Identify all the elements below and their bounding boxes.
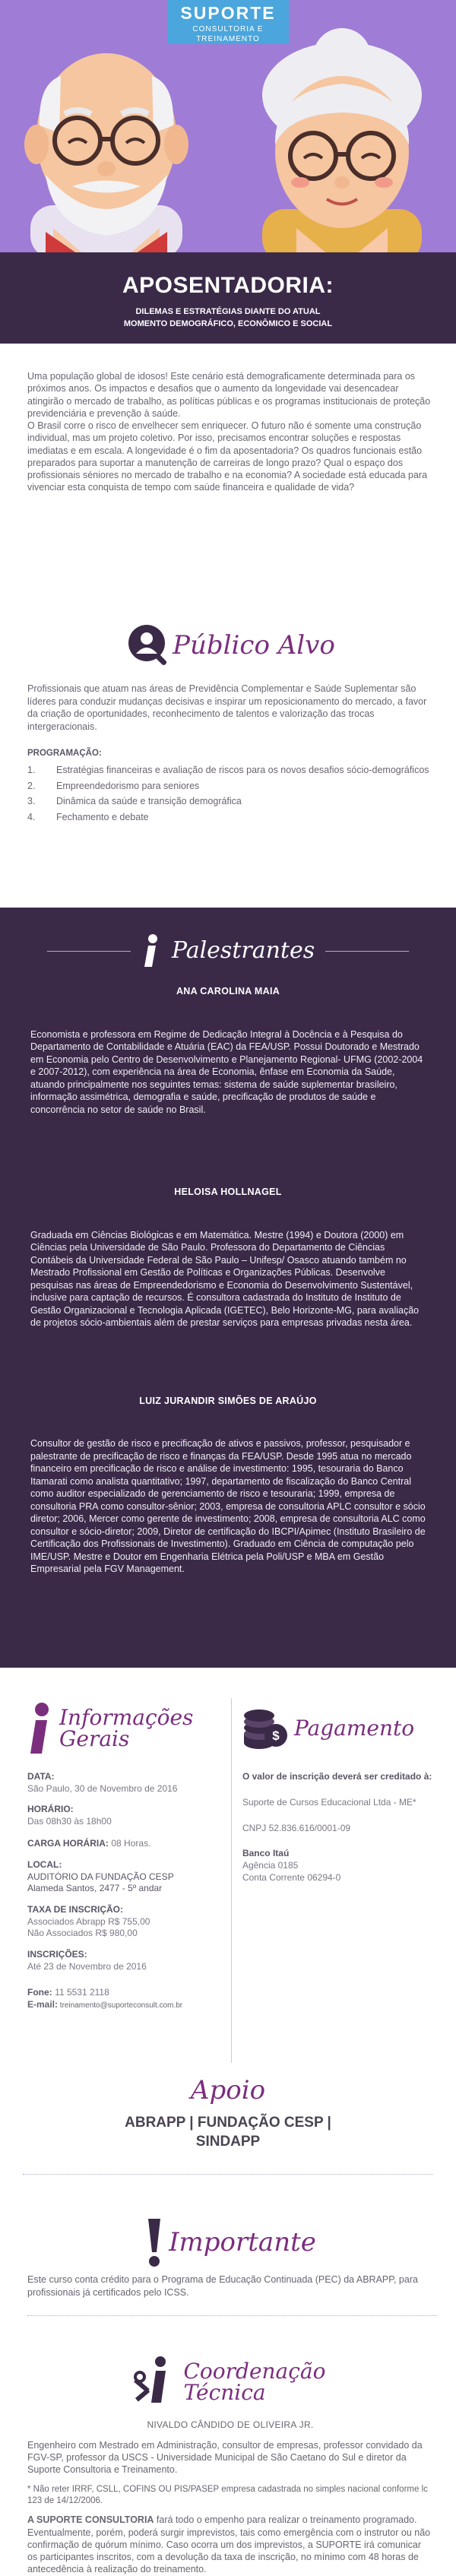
grandfather-illustration bbox=[24, 53, 188, 274]
palestrantes-section bbox=[0, 908, 456, 1668]
company-strong: A SUPORTE CONSULTORIA bbox=[27, 2514, 154, 2526]
importante-header bbox=[27, 2211, 433, 2273]
coordenacao-title: Coordenação bbox=[183, 2359, 326, 2384]
exclamation-icon bbox=[144, 2217, 164, 2267]
info-data bbox=[27, 1771, 222, 1795]
brand-logo bbox=[167, 0, 289, 44]
intro-paragraph-1: Uma população global de idosos! Este cenário está demograficamente determinada para os próximos anos. Os impactos e desafios que o aumento da longevidade vai desencadear atingirão o mercado de trabalho, as políticas públicas e os programas institucionais de proteção previdenciária e prevenção à saúde. bbox=[27, 371, 431, 419]
bank-name: Banco Itaú bbox=[242, 1848, 290, 1859]
apoio-section bbox=[0, 2063, 456, 2211]
payment-company bbox=[242, 1797, 433, 1809]
info-taxa bbox=[27, 1904, 222, 1940]
info-value: Das 08h30 às 18h00 bbox=[27, 1816, 112, 1827]
company-name: Suporte de Cursos Educacional Ltda - ME* bbox=[242, 1796, 416, 1808]
palestrantes-header bbox=[30, 933, 426, 968]
info-label: HORÁRIO: bbox=[27, 1804, 74, 1815]
coordenacao-section bbox=[0, 2340, 456, 2576]
programacao-item-text: Empreendedorismo para seniores bbox=[56, 780, 200, 791]
speaker-card bbox=[30, 1186, 426, 1329]
info-payment-section bbox=[0, 1668, 456, 2063]
hero-banner bbox=[0, 0, 456, 344]
coins-icon bbox=[242, 1705, 288, 1752]
section-divider bbox=[27, 2315, 438, 2316]
info-value: Não Associados R$ 980,00 bbox=[27, 1928, 138, 1939]
page-title: APOSENTADORIA: bbox=[122, 273, 334, 298]
speaker-bio: Graduada em Ciências Biológicas e em Matemática. Mestre (1994) e Doutora (2000) em Ciências pela Universidade de São Paulo. Professora do Departamento de Ciências Contábeis da Universidade Federal de São Paulo – Unifesp/ Osasco atuando também no Mestrado Profissional em Gestão de Políticas e Organizações Públicas. Desenvolve pesquisas nas áreas de Empreendedorismo e Economia do Desenvolvimento Sustentável, inclusive para captação de recursos. É consultora cadastrada do Instituto de Instituto de Gestão Organizacional e Tecnologia Aplicada (IGETEC), Belo Horizonte-MG, para avaliação de projetos sócio-ambientais além de prestar serviços para empresas privadas nesta área. bbox=[30, 1229, 420, 1328]
palestrantes-title: Palestrantes bbox=[171, 937, 315, 965]
info-label: DATA: bbox=[27, 1771, 55, 1782]
programacao-label: PROGRAMAÇÃO: bbox=[27, 749, 102, 758]
pagamento-header bbox=[242, 1698, 433, 1759]
email-label: E-mail: bbox=[27, 1998, 59, 2010]
info-value: 08 Horas. bbox=[111, 1837, 151, 1849]
cancellation-policy bbox=[27, 2514, 433, 2575]
payment-cnpj bbox=[242, 1823, 433, 1835]
coordinator-bio: Engenheiro com Mestrado em Administração, consultor de empresas, professor convidado da FGV-SP, professor da USCS - Universidade Municipal de São Caetano do Sul e diretor da Suporte Consultoria e Treinamento. bbox=[27, 2439, 423, 2476]
apoio-line-1: ABRAPP | FUNDAÇÃO CESP | bbox=[125, 2114, 331, 2131]
bank-agency: Agência 0185 bbox=[242, 1860, 299, 1871]
payment-bank bbox=[242, 1848, 433, 1884]
page-subtitle: DILEMAS E ESTRATÉGIAS DIANTE DO ATUAL MOMENTO DEMOGRÁFICO, ECONÔMICO E SOCIAL bbox=[123, 306, 333, 329]
publico-alvo-section bbox=[0, 611, 456, 908]
apoio-title: Apoio bbox=[190, 2075, 266, 2105]
pagamento-title: Pagamento bbox=[293, 1716, 415, 1741]
info-value: São Paulo, 30 de Novembro de 2016 bbox=[27, 1782, 178, 1794]
programacao-item bbox=[27, 795, 433, 808]
publico-alvo-header bbox=[27, 611, 433, 680]
informacoes-gerais-column bbox=[27, 1698, 222, 2063]
tax-note: * Não reter IRRF, CSLL, COFINS OU PIS/PASEP empresa cadastrada no simples nacional conforme lc 123 de 14/12/2006. bbox=[27, 2484, 428, 2505]
tools-icon bbox=[135, 2356, 178, 2409]
pagamento-column bbox=[231, 1698, 433, 2063]
info-value: Associados Abrapp R$ 755,00 bbox=[27, 1915, 150, 1927]
info-carga-horaria bbox=[27, 1837, 222, 1850]
cnpj-value: CNPJ 52.836.616/0001-09 bbox=[242, 1822, 351, 1833]
apoio-line-2: SINDAPP bbox=[195, 2133, 261, 2150]
phone-value[interactable]: 11 5531 2118 bbox=[55, 1987, 109, 1998]
info-local bbox=[27, 1859, 222, 1895]
speaker-name: ANA CAROLINA MAIA bbox=[176, 986, 280, 996]
grandmother-illustration bbox=[262, 28, 422, 266]
divider-line bbox=[325, 951, 409, 952]
informacoes-header bbox=[27, 1698, 222, 1759]
publico-alvo-text: Profissionais que atuam nas áreas de Previdência Complementar e Saúde Suplementar são líderes para conduzir mudanças decisivas e inspirar um reposicionamento do mercado, a favor da criação de oportunidades, reconhecimento de talentos e valorização das trocas intergeracionais. bbox=[27, 683, 427, 732]
coordenacao-title-line2: Técnica bbox=[183, 2380, 266, 2405]
publico-alvo-title: Público Alvo bbox=[173, 629, 335, 661]
divider-line bbox=[47, 951, 131, 952]
bank-account: Conta Corrente 06294-0 bbox=[242, 1872, 341, 1884]
info-horario bbox=[27, 1804, 222, 1827]
programacao-item-number: 2. bbox=[27, 780, 36, 791]
info-value: AUDITÓRIO DA FUNDAÇÃO CESP bbox=[27, 1871, 174, 1882]
phone-label: Fone: bbox=[27, 1987, 52, 1998]
informacoes-title: Informações bbox=[59, 1705, 194, 1730]
programacao-item-number: 1. bbox=[27, 765, 36, 776]
coordenacao-header bbox=[27, 2340, 433, 2424]
programacao-item bbox=[27, 780, 433, 793]
apoio-names bbox=[0, 2114, 456, 2151]
title-band bbox=[0, 252, 456, 344]
importante-section bbox=[0, 2211, 456, 2325]
payment-label: O valor de inscrição deverá ser creditado à: bbox=[242, 1771, 432, 1782]
importante-text: Este curso conta crédito para o Programa de Educação Continuada (PEC) da ABRAPP, para profissionais já certificados pelo ICSS. bbox=[27, 2274, 418, 2298]
brand-tagline: CONSULTORIA E TREINAMENTO bbox=[192, 25, 264, 44]
cancellation-text: fará todo o empenho para realizar o treinamento programado. Eventualmente, porém, poderá surgir imprevistos, tais como emergência com o instrutor ou não confirmação de quórum mínimo. Caso ocorra um dos imprevistos, a SUPORTE irá comunicar os participantes inscritos, com a devolução da taxa de inscrição, no mínimo com 48 horas de antecedência à realização do treinamento. bbox=[27, 2514, 431, 2575]
info-label: INSCRIÇÕES: bbox=[27, 1948, 87, 1960]
payment-instructions bbox=[242, 1771, 433, 1783]
intro-section bbox=[0, 344, 456, 611]
info-label: LOCAL: bbox=[27, 1858, 62, 1870]
speaker-card bbox=[30, 985, 426, 1116]
info-i-icon bbox=[27, 1702, 53, 1755]
speaker-card bbox=[30, 1395, 426, 1576]
info-value: Alameda Santos, 2477 - 5º andar bbox=[27, 1883, 163, 1894]
programacao-item-text: Dinâmica da saúde e transição demográfica bbox=[56, 796, 242, 807]
coordinator-name: NIVALDO CÂNDIDO DE OLIVEIRA JR. bbox=[147, 2419, 314, 2430]
programacao-item-number: 3. bbox=[27, 796, 36, 807]
programacao-item-text: Fechamento e debate bbox=[56, 811, 149, 822]
intro-paragraph-2: O Brasil corre o risco de envelhecer sem enriquecer. O futuro não é somente uma construção individual, mas um projeto coletivo. Por isso, precisamos encontrar soluções e respostas imediatas e em escala. A longevidade é o fim da aposentadoria? Os quadros funcionais estão preparados para suportar a manutenção de carreiras de longo prazo? Qual o espaço dos profissionais séniores no mercado de trabalho e na economia? A sociedade está educada para vivenciar esta conquista de tempo com saúde financeira e qualidade de vida? bbox=[27, 420, 428, 493]
programacao-item-number: 4. bbox=[27, 811, 36, 822]
brand-name: SUPORTE bbox=[180, 3, 276, 23]
speaker-i-icon bbox=[141, 933, 161, 968]
info-label: CARGA HORÁRIA: bbox=[27, 1837, 109, 1849]
info-label: TAXA DE INSCRIÇÃO: bbox=[27, 1903, 123, 1915]
programacao-item-text: Estratégias financeiras e avaliação de riscos para os novos desafios sócio-demográficos bbox=[56, 765, 429, 776]
info-inscricoes bbox=[27, 1949, 222, 1972]
info-contact bbox=[27, 1986, 222, 2011]
svg-text:$: $ bbox=[272, 1728, 280, 1743]
speaker-name: LUIZ JURANDIR SIMÕES DE ARAÚJO bbox=[139, 1395, 317, 1406]
speaker-bio: Consultor de gestão de risco e precificação de ativos e passivos, professor, pesquisador e palestrante de precificação de risco e finanças da FEA/USP. Desde 1995 atua no mercado financeiro em precificação de risco e análise de investimento: 1995, tesouraria do Banco Itamarati como analista quantitativo; 1997, departamento de fiscalização do Banco Central como auditor especializado de gerenciamento de risco e tesouraria; 1999, empresa de consultoria PRA como consultor-sênior; 2003, empresa de consultoria APLC consultor e sócio diretor; 2006, Mercer como gerente de investimento; 2008, empresa de consultoria ALC como consultor e sócio-diretor; 2009, Diretor de certificação do IBCPI/Apimec (Instituto Brasileiro de Certificação dos Profissionais de Investimento). Graduado em Ciência de computação pelo IME/USP. Mestre e Doutor em Engenharia Elétrica pela Poli/USP e MBA em Gestão Empresarial pela FGV Management. bbox=[30, 1438, 426, 1574]
informacoes-title-line2: Gerais bbox=[59, 1726, 130, 1751]
speaker-bio: Economista e professora em Regime de Dedicação Integral à Docência e à Pesquisa do Departamento de Contabilidade e Atuária (EAC) da FEA/USP. Possui Doutorado e Mestrado em Economia pelo Centro de Desenvolvimento e Planejamento Regional- UFMG (2002-2004 e 2007-2012), com experiência na área de Economia, ênfase em Economia da Saúde, atuando principalmente nos seguintes temas: sistema de saúde suplementar brasileiro, informação assimétrica, demografia e saúde, precificação de produtos de saúde e concorrência no setor de saúde no Brasil. bbox=[30, 1028, 423, 1115]
person-search-icon bbox=[125, 622, 173, 669]
speaker-name: HELOISA HOLLNAGEL bbox=[174, 1187, 282, 1197]
email-link[interactable]: treinamento@suporteconsult.com.br bbox=[59, 2001, 183, 2010]
programacao-list bbox=[27, 764, 433, 823]
section-divider bbox=[23, 2174, 433, 2175]
info-value: Até 23 de Novembro de 2016 bbox=[27, 1960, 147, 1972]
programacao-item bbox=[27, 764, 433, 777]
programacao-item bbox=[27, 811, 433, 824]
importante-title: Importante bbox=[169, 2226, 316, 2258]
